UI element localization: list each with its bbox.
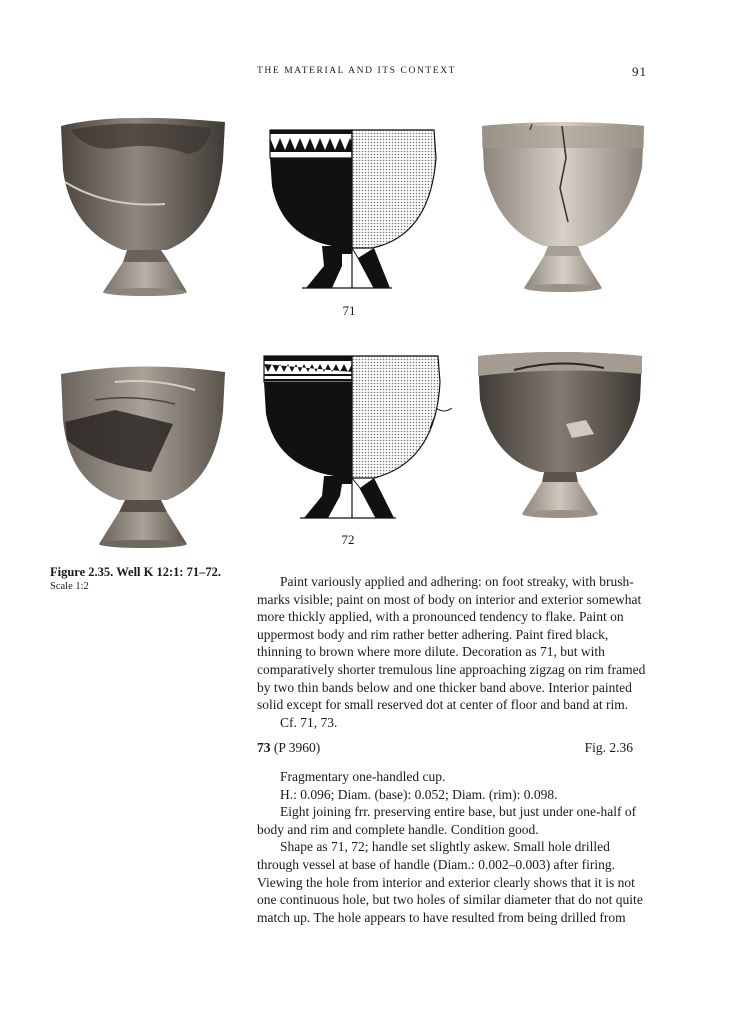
text-line: through vessel at base of handle (Diam.: 0.002–0.003) after firing. bbox=[257, 856, 616, 872]
catalog-number-71: 71 bbox=[342, 303, 356, 318]
text-line: uppermost body and rim rather better adhering. Paint fired black, bbox=[257, 626, 609, 642]
entry-73-figure-ref: Fig. 2.36 bbox=[584, 740, 633, 755]
photo-72-exterior bbox=[55, 360, 231, 552]
drawing-71 bbox=[262, 126, 444, 294]
figure-caption-title: Figure 2.35. Well K 12:1: 71–72. bbox=[50, 565, 222, 579]
photo-72-reverse bbox=[474, 348, 646, 524]
running-title: THE MATERIAL AND ITS CONTEXT bbox=[257, 66, 457, 76]
running-head bbox=[0, 66, 745, 80]
text-line: Eight joining frr. preserving entire base, but just under one-half of bbox=[280, 804, 637, 820]
paragraph-72-decoration bbox=[257, 573, 650, 731]
entry-73-inventory: (P 3960) bbox=[273, 740, 321, 755]
text-line: Shape as 71, 72; handle set slightly askew. Small hole drilled bbox=[280, 839, 610, 855]
entry-73-description: Fragmentary one-handled cup. bbox=[280, 769, 446, 784]
text-line: body and rim and complete handle. Condition good. bbox=[257, 821, 539, 837]
cross-reference: Cf. 71, 73. bbox=[280, 714, 338, 730]
figure-caption-scale: Scale 1:2 bbox=[50, 581, 89, 592]
text-line: one continuous hole, but two holes of similar diameter that do not quite bbox=[257, 892, 643, 908]
entry-73-dimensions: H.: 0.096; Diam. (base): 0.052; Diam. (rim): 0.098. bbox=[280, 786, 558, 802]
entry-73-body bbox=[257, 768, 650, 926]
figure-caption bbox=[50, 565, 250, 592]
text-line: thinning to brown where more dilute. Decoration as 71, but with bbox=[257, 644, 605, 660]
text-line: Paint variously applied and adhering: on foot streaky, with brush- bbox=[280, 574, 634, 589]
entry-73-id bbox=[257, 740, 320, 756]
page-number: 91 bbox=[632, 64, 647, 79]
text-line: match up. The hole appears to have resulted from being drilled from bbox=[257, 909, 626, 925]
text-line: marks visible; paint on most of body on interior and exterior somewhat bbox=[257, 591, 642, 607]
photo-71-exterior bbox=[57, 112, 231, 298]
text-line: more thickly applied, with a pronounced tendency to flake. Paint on bbox=[257, 609, 624, 625]
catalog-number-72: 72 bbox=[341, 532, 355, 547]
text-line: by two thin bands below and one thicker band above. Interior painted bbox=[257, 679, 632, 695]
entry-73-number: 73 bbox=[257, 740, 271, 755]
text-line: solid except for small reserved dot at center of floor and band at rim. bbox=[257, 697, 629, 713]
photo-71-reverse bbox=[478, 118, 648, 294]
entry-73-heading bbox=[257, 740, 633, 758]
text-line: Viewing the hole from interior and exterior clearly shows that it is not bbox=[257, 874, 635, 890]
drawing-72 bbox=[262, 352, 462, 524]
text-line: comparatively shorter tremulous line approaching zigzag on rim framed bbox=[257, 661, 646, 677]
